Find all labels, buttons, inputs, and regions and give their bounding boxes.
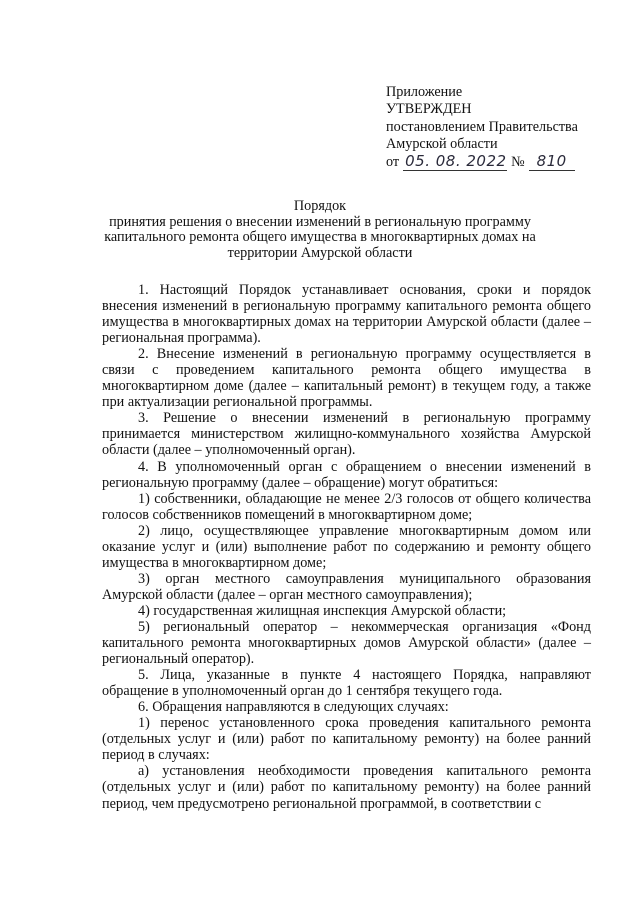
region-label: Амурской области [386, 135, 498, 152]
list-item: 5) региональный оператор – некоммерческая организация «Фонд капитального ремонта многоквартирных домов Амурской области» (далее – региональный оператор). [102, 618, 591, 668]
sub-list-item: а) установления необходимости проведения капитального ремонта (отдельных услуг и (или) работ по капитальному ремонту) на более ранний период, чем предусмотрено региональной программой, в соответствии с [102, 763, 591, 812]
paragraph: 6. Обращения направляются в следующих случаях: [138, 699, 449, 716]
paragraph: 4. В уполномоченный орган с обращением о внесении изменений в региональную программу (далее – обращение) могут обратиться: [102, 458, 591, 491]
paragraph: 3. Решение о внесении изменений в региональную программу принимается министерством жилищно-коммунального хозяйства Амурской области (далее – уполномоченный орган). [102, 410, 591, 459]
approved-label: УТВЕРЖДЕН [386, 101, 472, 118]
list-item: 1) собственники, обладающие не менее 2/3 голосов от общего количества голосов собственников помещений в многоквартирном доме; [102, 490, 591, 523]
resolution-label: постановлением Правительства [386, 118, 578, 135]
document-title [100, 199, 540, 261]
handwritten-number: 810 [529, 153, 575, 171]
list-item: 2) лицо, осуществляющее управление многоквартирным домом или оказание услуг и (или) выполнение работ по содержанию и ремонту общего имущества в многоквартирном доме; [102, 522, 591, 571]
number-label: № [511, 154, 525, 171]
document-body [102, 282, 591, 812]
paragraph: 1. Настоящий Порядок устанавливает основания, сроки и порядок внесения изменений в региональную программу капитального ремонта общего имущества в многоквартирных домах на территории Амурской области (далее – региональная программа). [102, 282, 591, 347]
title-subtitle: принятия решения о внесении изменений в региональную программу капитального ремонта общего имущества в многоквартирных домах на территории Амурской области [104, 213, 536, 261]
approval-block [386, 84, 579, 171]
handwritten-date: 05. 08. 2022 [405, 152, 507, 171]
date-prefix: от [386, 154, 400, 171]
list-item: 3) орган местного самоуправления муниципального образования Амурской области (далее – орган местного самоуправления); [102, 570, 591, 603]
list-item: 4) государственная жилищная инспекция Амурской области; [138, 602, 507, 619]
appendix-label: Приложение [386, 84, 463, 100]
paragraph: 2. Внесение изменений в региональную программу осуществляется в связи с проведением капитального ремонта общего имущества в многоквартирном доме (далее – капитальный ремонт) в текущем году, а также при актуализации региональной программы. [102, 346, 591, 411]
date-number-line [386, 153, 579, 171]
list-item: 1) перенос установленного срока проведения капитального ремонта (отдельных услуг и (или) работ по капитальному ремонту) на более ранний период в случаях: [102, 715, 591, 764]
title-heading: Порядок [293, 198, 347, 214]
paragraph: 5. Лица, указанные в пункте 4 настоящего Порядка, направляют обращение в уполномоченный орган до 1 сентября текущего года. [102, 667, 591, 700]
